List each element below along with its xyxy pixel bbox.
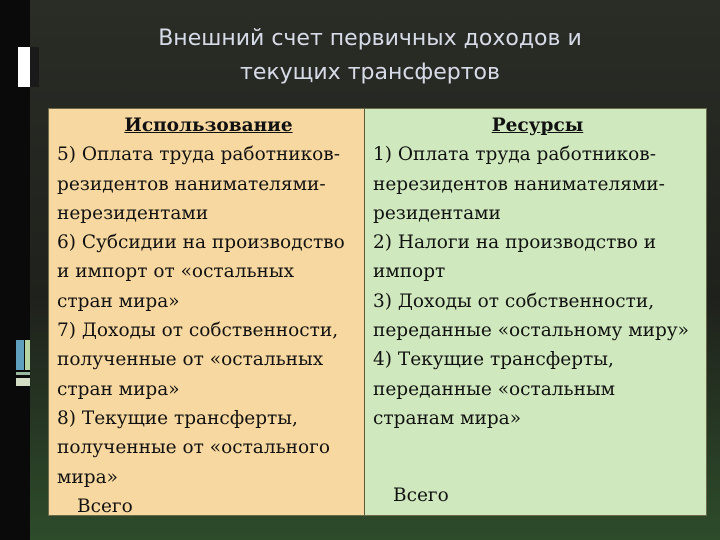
resources-line: странам мира» (373, 407, 522, 429)
uses-line: и импорт от «остальных (57, 261, 295, 283)
slide-title-line-2: текущих трансфертов (240, 60, 500, 85)
resources-line: резидентами (373, 202, 501, 224)
uses-line: 5) Оплата труда работников- (57, 144, 340, 166)
resources-line: 1) Оплата труда работников- (373, 144, 656, 166)
uses-line: 6) Субсидии на производство (57, 232, 345, 254)
decorative-bar (30, 47, 39, 87)
uses-line: стран мира» (57, 378, 180, 400)
decorative-bar (18, 47, 30, 87)
uses-column (49, 109, 365, 515)
resources-line: 3) Доходы от собственности, (373, 290, 655, 312)
uses-line: полученные от «остальных (57, 349, 324, 371)
resources-line: 4) Текущие трансферты, (373, 349, 614, 371)
resources-column (365, 109, 706, 515)
slide-title (110, 22, 630, 90)
uses-total: Всего (77, 495, 133, 517)
decorative-bar (25, 340, 30, 370)
resources-line: 2) Налоги на производство и (373, 232, 657, 254)
decorative-bar (16, 378, 30, 386)
slide-title-line-1: Внешний счет первичных доходов и (158, 26, 582, 51)
accounts-table (48, 108, 707, 516)
uses-line: резидентов нанимателями- (57, 173, 326, 195)
uses-line: 7) Доходы от собственности, (57, 320, 339, 342)
uses-line: нерезидентами (57, 202, 209, 224)
uses-line: стран мира» (57, 290, 180, 312)
uses-line: полученные от «остального (57, 437, 330, 459)
resources-line: переданные «остальному миру» (373, 320, 689, 342)
resources-total: Всего (393, 485, 449, 506)
resources-line: импорт (373, 261, 446, 283)
uses-line: мира» (57, 466, 118, 488)
resources-line: нерезидентов нанимателями- (373, 173, 665, 195)
resources-column-header: Ресурсы (491, 115, 584, 136)
decorative-bar (16, 340, 24, 370)
uses-column-header: Использование (124, 115, 293, 136)
uses-line: 8) Текущие трансферты, (57, 407, 298, 429)
decorative-bar (16, 372, 30, 375)
resources-line: переданные «остальным (373, 378, 616, 400)
